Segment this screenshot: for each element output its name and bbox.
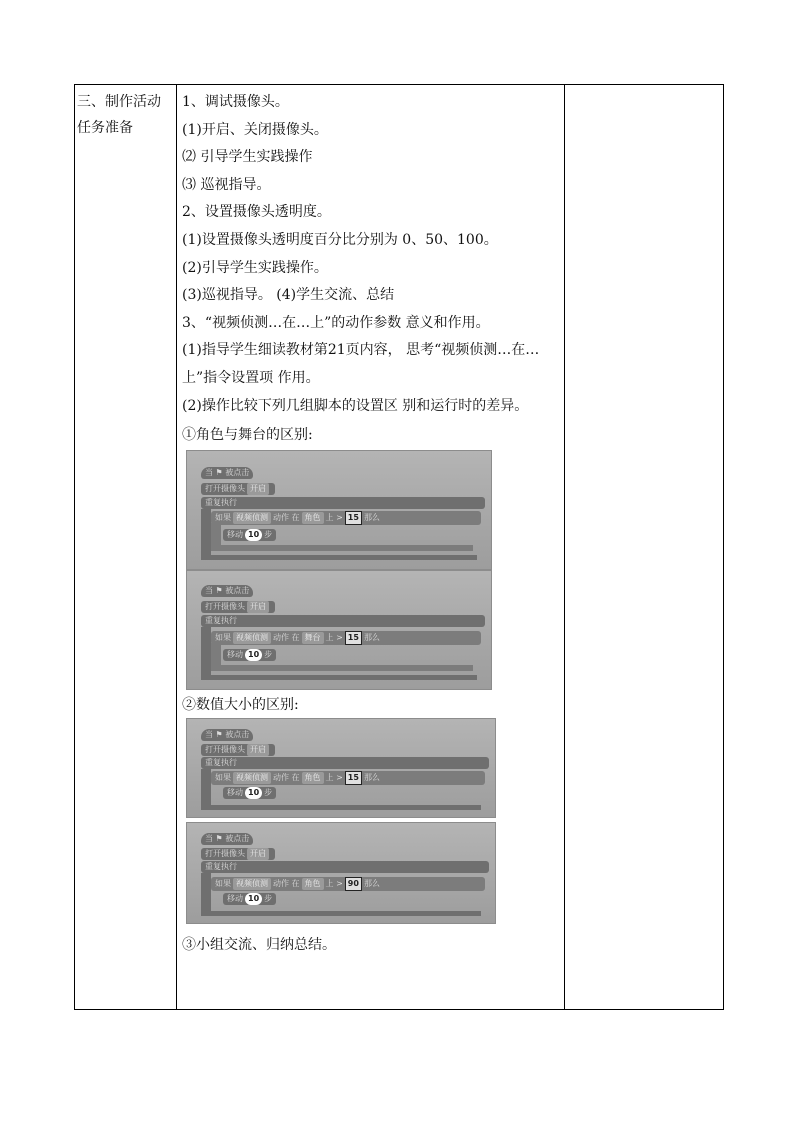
- column-divider: [564, 85, 565, 1009]
- forever-block: 重复执行: [201, 615, 485, 627]
- if-block: 如果 视频侦测 动作 在 角色 上 > 15 那么: [211, 771, 485, 785]
- subheading-summary: ③小组交流、归纳总结。: [182, 937, 336, 954]
- when-flag-clicked-block: 当 ⚑ 被点击: [201, 467, 253, 479]
- script-screenshot: [186, 570, 492, 690]
- camera-block: 打开摄像头 开启: [201, 848, 275, 860]
- step-3-heading: 3、“视频侦测…在…上”的动作参数 意义和作用。: [182, 314, 490, 331]
- step-1-heading: 1、调试摄像头。: [182, 94, 289, 110]
- step-2-heading: 2、设置摄像头透明度。: [182, 204, 331, 221]
- step-2-item: (2)引导学生实践操作。: [182, 259, 328, 276]
- step-3-paragraph: (1)指导学生细读教材第21页内容， 思考“视频侦测…在…上”指令设置项 作用。: [182, 342, 540, 386]
- move-block: 移动 10 步: [223, 893, 276, 905]
- when-flag-clicked-block: 当 ⚑ 被点击: [201, 833, 253, 845]
- step-1-item: ⑵ 引导学生实践操作: [182, 149, 313, 166]
- script-screenshot: [186, 822, 496, 924]
- move-block: 移动 10 步: [223, 649, 276, 661]
- script-screenshot: [186, 450, 492, 570]
- activity-content: [182, 89, 562, 958]
- forever-block: 重复执行: [201, 757, 489, 769]
- when-flag-clicked-block: 当 ⚑ 被点击: [201, 585, 253, 597]
- forever-block: 重复执行: [201, 861, 489, 873]
- section-label-line2: 任务准备: [77, 120, 133, 136]
- if-block: 如果 视频侦测 动作 在 舞台 上 > 15 那么: [211, 631, 481, 645]
- camera-block: 打开摄像头 开启: [201, 744, 275, 756]
- when-flag-clicked-block: 当 ⚑ 被点击: [201, 729, 253, 741]
- step-1-item: ⑶ 巡视指导。: [182, 176, 271, 193]
- section-label: [77, 89, 175, 141]
- forever-block: 重复执行: [201, 497, 485, 509]
- step-1-item: (1)开启、关闭摄像头。: [182, 121, 328, 138]
- subheading-sprite-vs-stage: ①角色与舞台的区别:: [182, 427, 313, 444]
- if-block: 如果 视频侦测 动作 在 角色 上 > 15 那么: [211, 511, 481, 525]
- step-3-paragraph: (2)操作比较下列几组脚本的设置区 别和运行时的差异。: [182, 397, 529, 414]
- if-block: 如果 视频侦测 动作 在 角色 上 > 90 那么: [211, 877, 485, 891]
- step-2-item: (3)巡视指导。 (4)学生交流、总结: [182, 287, 395, 304]
- step-2-item: (1)设置摄像头透明度百分比分别为 0、50、100。: [182, 231, 498, 248]
- camera-block: 打开摄像头 开启: [201, 601, 275, 613]
- script-screenshot: [186, 718, 496, 818]
- lesson-table: [74, 84, 724, 1010]
- camera-block: 打开摄像头 开启: [201, 483, 275, 495]
- column-divider: [176, 85, 177, 1009]
- subheading-value-size: ②数值大小的区别:: [182, 697, 299, 714]
- move-block: 移动 10 步: [223, 529, 276, 541]
- move-block: 移动 10 步: [223, 787, 276, 799]
- section-label-line1: 三、制作活动: [77, 94, 161, 110]
